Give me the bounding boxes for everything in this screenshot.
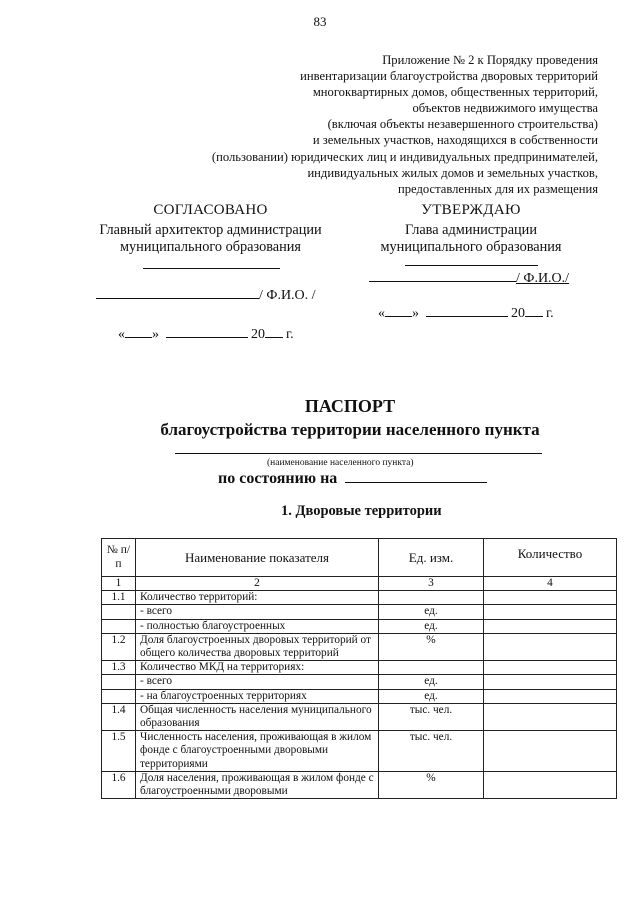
appendix-line: Приложение № 2 к Порядку проведения	[382, 53, 598, 67]
row-num: 1.6	[102, 771, 136, 798]
row-qty-cell[interactable]	[484, 605, 617, 619]
page-number: 83	[313, 14, 327, 29]
agreed-fio-row	[96, 288, 316, 304]
approve-position-line1: Глава администрации	[405, 222, 537, 238]
table-row	[102, 605, 617, 619]
table-row	[102, 661, 617, 675]
row-qty-cell[interactable]	[484, 591, 617, 605]
date-quote-open: «	[118, 327, 125, 342]
row-name: Доля населения, проживающая в жилом фонде с благоустроенными дворовыми	[136, 771, 379, 798]
approve-date	[378, 306, 554, 322]
row-name: - всего	[136, 605, 379, 619]
agreed-year-suffix: г.	[286, 327, 294, 342]
appendix-header	[212, 52, 598, 197]
as-of-row	[218, 470, 487, 488]
row-name: Численность населения, проживающая в жилом фонде с благоустроенными дворовыми территориями	[136, 731, 379, 772]
row-qty-cell[interactable]	[484, 661, 617, 675]
appendix-line: индивидуальных жилых домов и земельных участков,	[307, 165, 598, 180]
row-unit: ед.	[379, 689, 484, 703]
row-qty-cell[interactable]	[484, 771, 617, 798]
settlement-name-hint: (наименование населенного пункта)	[267, 458, 414, 468]
row-num: 1.4	[102, 703, 136, 730]
indicators-table	[101, 538, 617, 799]
row-num: 1.1	[102, 591, 136, 605]
approve-day-blank[interactable]	[385, 315, 412, 317]
row-unit: %	[379, 771, 484, 798]
agreed-signature-line[interactable]	[143, 268, 280, 269]
as-of-date-blank[interactable]	[345, 481, 487, 483]
agreed-name-blank[interactable]	[96, 297, 259, 299]
row-name: Доля благоустроенных дворовых территорий от общего количества дворовых территорий	[136, 633, 379, 660]
approve-month-blank[interactable]	[426, 315, 508, 317]
appendix-line: предоставленных для их размещения	[398, 181, 598, 196]
row-name: - полностью благоустроенных	[136, 619, 379, 633]
approve-year-prefix: 20	[511, 306, 525, 321]
col-number: 3	[379, 577, 484, 591]
agreed-month-blank[interactable]	[166, 336, 248, 338]
approve-position-line2: муниципального образования	[380, 239, 562, 255]
agreed-date	[118, 327, 294, 343]
passport-title: ПАСПОРТ	[304, 396, 396, 416]
row-name: Количество территорий:	[136, 591, 379, 605]
agreed-position-line1: Главный архитектор администрации	[99, 222, 322, 238]
section-title: 1. Дворовые территории	[281, 503, 442, 519]
approve-year-blank[interactable]	[525, 315, 543, 317]
agreed-block	[88, 202, 333, 256]
date-quote-close: »	[152, 327, 159, 342]
row-qty-cell[interactable]	[484, 689, 617, 703]
row-qty-cell[interactable]	[484, 675, 617, 689]
row-unit: %	[379, 633, 484, 660]
approve-signature-line[interactable]	[405, 265, 538, 266]
approve-heading: УТВЕРЖДАЮ	[421, 202, 521, 218]
date-quote-open: «	[378, 306, 385, 321]
passport-subtitle: благоустройства территории населенного пункта	[160, 420, 540, 439]
table-row	[102, 675, 617, 689]
column-number-row	[102, 577, 617, 591]
row-unit	[379, 591, 484, 605]
settlement-name-line[interactable]	[175, 453, 542, 454]
row-num: 1.3	[102, 661, 136, 675]
col-number: 1	[102, 577, 136, 591]
agreed-year-prefix: 20	[251, 327, 265, 342]
appendix-line: (включая объекты незавершенного строительства)	[327, 117, 598, 132]
agreed-year-blank[interactable]	[265, 336, 283, 338]
agreed-day-blank[interactable]	[125, 336, 152, 338]
header-num: № п/п	[102, 539, 136, 577]
as-of-label: по состоянию на	[218, 470, 338, 487]
approve-year-suffix: г.	[546, 306, 554, 321]
row-num	[102, 605, 136, 619]
row-qty-cell[interactable]	[484, 731, 617, 772]
row-name: - всего	[136, 675, 379, 689]
header-unit: Ед. изм.	[379, 539, 484, 577]
table-row	[102, 731, 617, 772]
col-number: 2	[136, 577, 379, 591]
approve-block	[365, 202, 577, 256]
approve-name-blank[interactable]	[369, 280, 516, 282]
row-num: 1.2	[102, 633, 136, 660]
row-num: 1.5	[102, 731, 136, 772]
row-unit: тыс. чел.	[379, 703, 484, 730]
agreed-fio: / Ф.И.О. /	[259, 288, 316, 303]
header-name: Наименование показателя	[136, 539, 379, 577]
row-unit: ед.	[379, 619, 484, 633]
row-qty-cell[interactable]	[484, 703, 617, 730]
table-row	[102, 619, 617, 633]
appendix-line: (пользовании) юридических лиц и индивидуальных предпринимателей,	[211, 149, 598, 164]
row-unit: тыс. чел.	[379, 731, 484, 772]
appendix-line: многоквартирных домов, общественных территорий,	[312, 85, 598, 100]
row-unit: ед.	[379, 675, 484, 689]
appendix-line: инвентаризации благоустройства дворовых территорий	[300, 69, 598, 84]
table-row	[102, 591, 617, 605]
row-qty-cell[interactable]	[484, 633, 617, 660]
table-row	[102, 771, 617, 798]
table-row	[102, 633, 617, 660]
row-num	[102, 689, 136, 703]
agreed-heading: СОГЛАСОВАНО	[153, 202, 268, 218]
table-row	[102, 703, 617, 730]
row-unit: ед.	[379, 605, 484, 619]
row-name: - на благоустроенных территориях	[136, 689, 379, 703]
agreed-position-line2: муниципального образования	[119, 239, 302, 255]
header-qty: Количество	[484, 539, 617, 577]
table-header-row	[102, 539, 617, 577]
row-unit	[379, 661, 484, 675]
appendix-line: объектов недвижимого имущества	[412, 101, 598, 116]
approve-fio-row	[369, 271, 569, 287]
appendix-line: и земельных участков, находящихся в собственности	[312, 133, 598, 148]
row-name: Общая численность населения муниципального образования	[136, 703, 379, 730]
date-quote-close: »	[412, 306, 419, 321]
row-qty-cell[interactable]	[484, 619, 617, 633]
table-row	[102, 689, 617, 703]
row-name: Количество МКД на территориях:	[136, 661, 379, 675]
approve-fio: / Ф.И.О./	[516, 271, 570, 286]
row-num	[102, 619, 136, 633]
col-number: 4	[484, 577, 617, 591]
row-num	[102, 675, 136, 689]
